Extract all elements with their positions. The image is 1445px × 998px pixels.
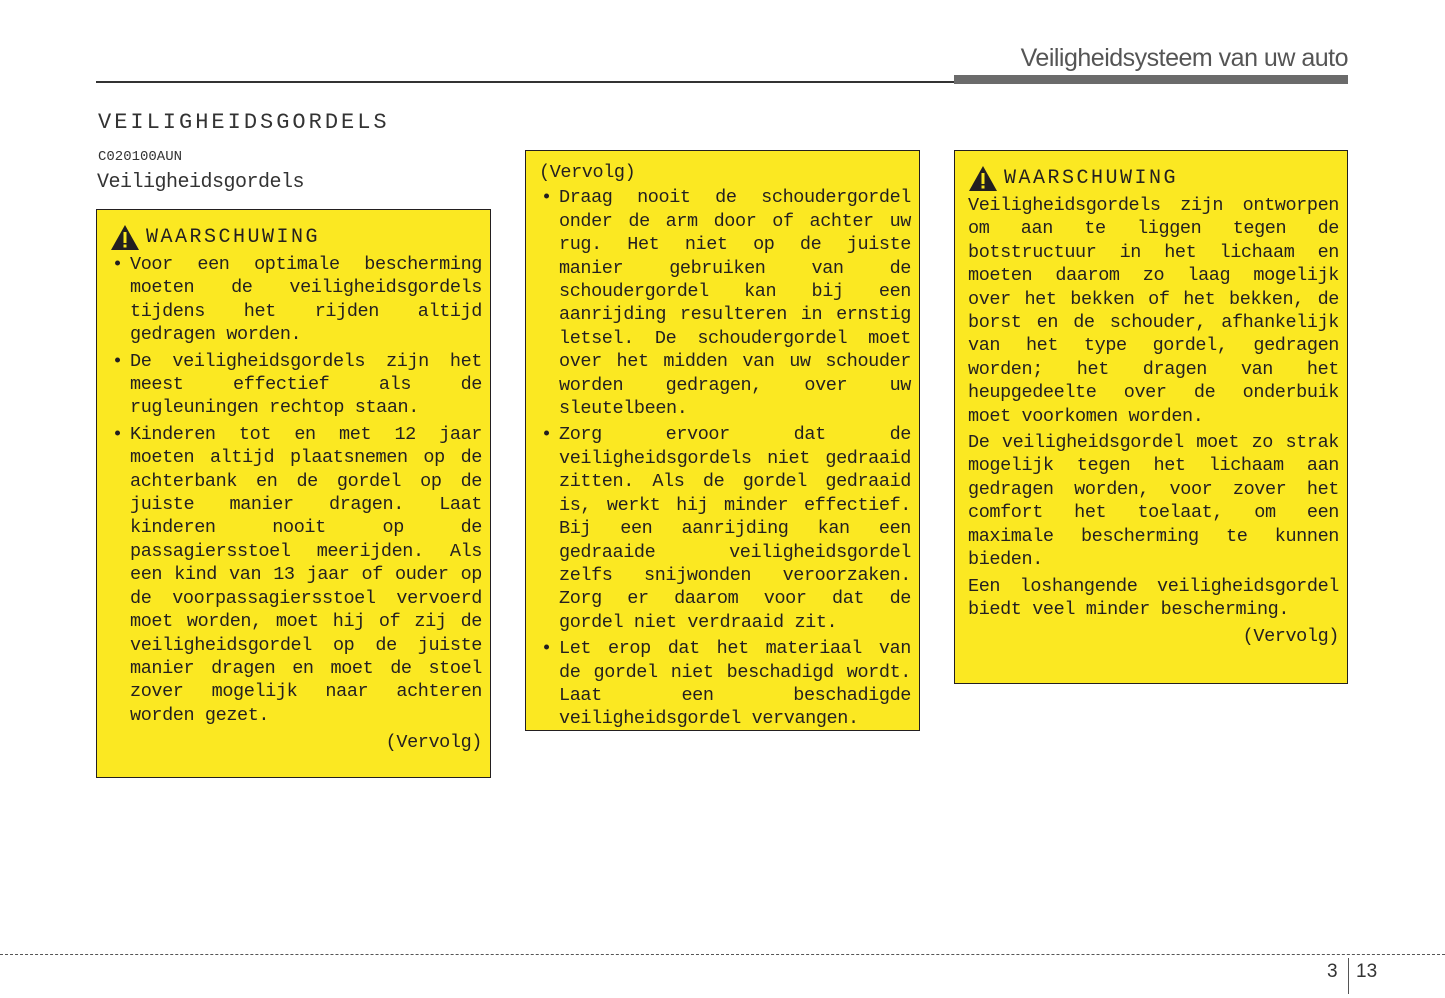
- warning-box-1: [96, 209, 491, 778]
- list-item: • Let erop dat het materiaal van de gordel niet beschadigd wordt. Laat een beschadigde veiligheidsgordel vervangen.: [539, 637, 911, 731]
- footer-dashed-rule: [0, 954, 1445, 955]
- warning-triangle-icon: [110, 224, 140, 251]
- warning-box-2: [525, 150, 920, 731]
- header-rule: [96, 81, 954, 83]
- continued-label-top: (Vervolg): [539, 162, 636, 183]
- list-item: • Zorg ervoor dat de veiligheidsgordels niet gedraaid zitten. Als de gordel gedraaid is, werkt hij minder effectief. Bij een aanrijding kan een gedraaide veiligheidsgordel zelfs snijwonden veroorzaken. Zorg er daarom voor dat de gordel niet verdraaid zit.: [539, 423, 911, 634]
- warning-paragraph: Een loshangende veiligheidsgordel biedt veel minder bescherming.: [968, 575, 1339, 620]
- section-subtitle: Veiligheidsgordels: [97, 171, 305, 194]
- warning-list: [539, 186, 911, 730]
- continued-label: (Vervolg): [385, 732, 482, 754]
- warning-paragraph: Veiligheidsgordels zijn ontworpen om aan te liggen tegen de botstructuur in het lichaam en moeten daarom zo laag mogelijk over het bekken of het bekken, de borst en de schouder, afhankelijk van het type gordel, gedragen worden; het dragen van het heupgedeelte over de onderbuik moet voorkomen worden.: [968, 195, 1339, 427]
- warning-heading: [968, 165, 1339, 192]
- chapter-number: 3: [1327, 961, 1338, 982]
- page-number: 13: [1356, 961, 1378, 982]
- list-item: • De veiligheidsgordels zijn het meest effectief als de rugleuningen rechtop staan.: [110, 350, 482, 420]
- list-item: • Voor een optimale bescherming moeten de veiligheidsgordels tijdens het rijden altijd gedragen worden.: [110, 253, 482, 347]
- warning-heading-text: WAARSCHUWING: [146, 225, 321, 249]
- section-code: C020100AUN: [98, 149, 183, 165]
- list-item: • Draag nooit de schoudergordel onder de arm door of achter uw rug. Het niet op de juiste manier gebruiken van de schoudergordel kan bij een aanrijding resulteren in ernstig letsel. De schoudergordel moet over het midden van uw schouder worden gedragen, over uw sleutelbeen.: [539, 186, 911, 420]
- warning-list: [110, 253, 482, 727]
- chapter-header-title: Veiligheidsysteem van uw auto: [1020, 44, 1348, 72]
- warning-paragraph: De veiligheidsgordel moet zo strak mogelijk tegen het lichaam aan gedragen worden, voor zover het comfort het toelaat, om een maximale bescherming te kunnen bieden.: [968, 432, 1339, 571]
- warning-box-3: [954, 150, 1348, 684]
- list-item: • Kinderen tot en met 12 jaar moeten altijd plaatsnemen op de achterbank en de gordel op de juiste manier dragen. Laat kinderen nooit op de passagiersstoel meerijden. Als een kind van 13 jaar of ouder op de voorpassagiersstoel vervoerd moet worden, moet hij of zij de veiligheidsgordel op de juiste manier dragen en moet de stoel zover mogelijk naar achteren worden gezet.: [110, 423, 482, 727]
- section-title: VEILIGHEIDSGORDELS: [98, 110, 390, 135]
- warning-heading: [110, 224, 482, 251]
- page-number-divider: [1348, 958, 1349, 994]
- header-bar: [954, 75, 1348, 84]
- continued-label: (Vervolg): [1242, 626, 1339, 648]
- warning-triangle-icon: [968, 165, 998, 192]
- warning-heading-text: WAARSCHUWING: [1004, 166, 1179, 190]
